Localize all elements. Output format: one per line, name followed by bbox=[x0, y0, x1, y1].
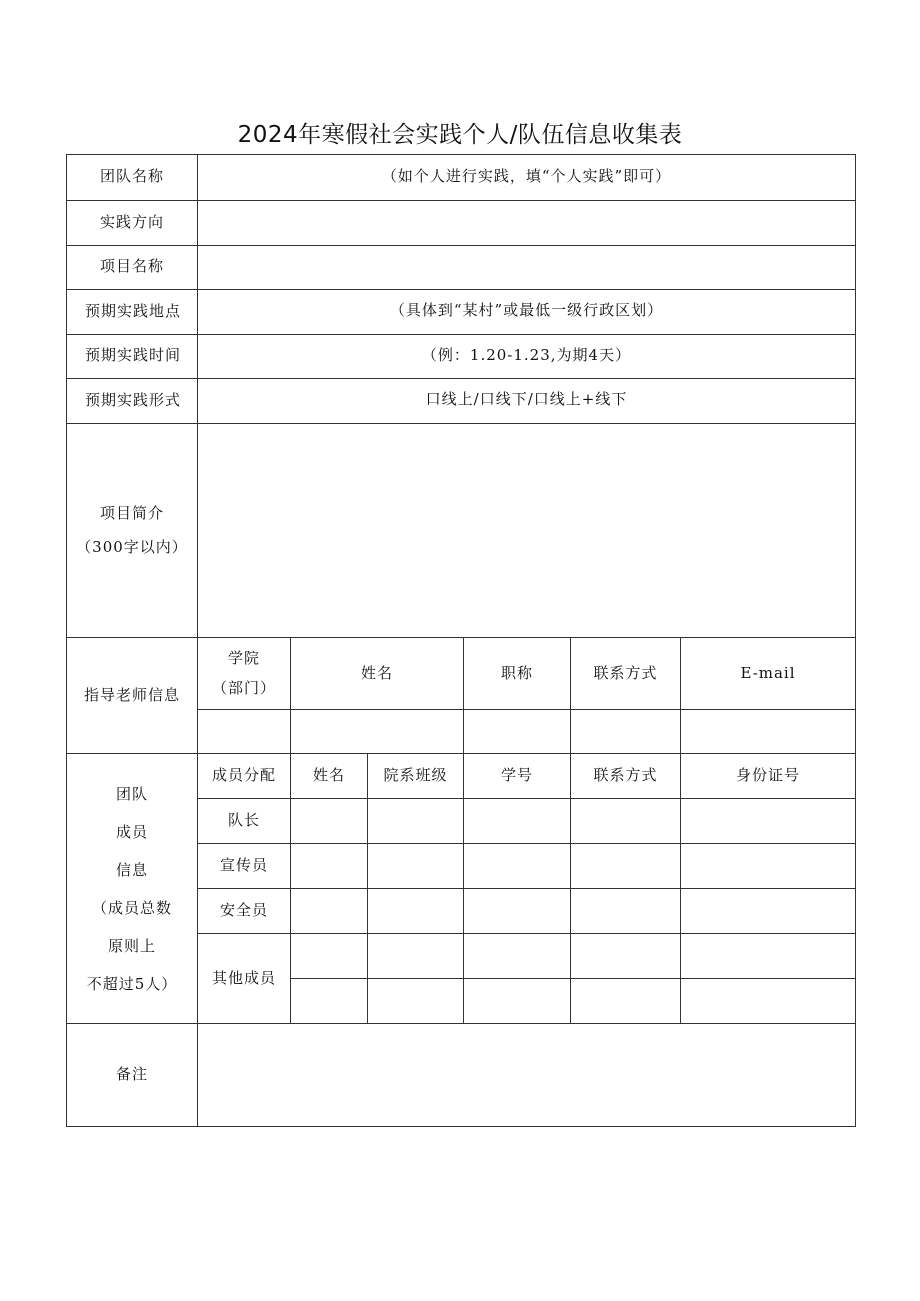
members-label-line: （成员总数 bbox=[91, 898, 172, 917]
member-cell[interactable] bbox=[681, 844, 856, 889]
advisor-email-cell[interactable] bbox=[681, 710, 856, 754]
team-name-field[interactable]: （如个人进行实践，填“个人实践”即可） bbox=[198, 155, 856, 201]
row-members-header bbox=[67, 754, 856, 799]
member-cell[interactable] bbox=[571, 844, 681, 889]
remarks-field[interactable] bbox=[198, 1024, 856, 1127]
members-contact-header: 联系方式 bbox=[571, 754, 681, 799]
row-intro bbox=[67, 424, 856, 638]
member-cell[interactable] bbox=[571, 799, 681, 844]
members-label-line: 成员 bbox=[115, 822, 148, 841]
member-cell[interactable] bbox=[291, 889, 368, 934]
row-form bbox=[67, 379, 856, 424]
member-cell[interactable] bbox=[681, 934, 856, 979]
location-field[interactable]: （具体到“某村”或最低一级行政区划） bbox=[198, 290, 856, 335]
team-name-label: 团队名称 bbox=[67, 155, 198, 201]
member-cell[interactable] bbox=[291, 844, 368, 889]
member-cell[interactable] bbox=[291, 934, 368, 979]
members-label-line: 信息 bbox=[115, 860, 148, 879]
time-field[interactable]: （例：1.20-1.23,为期4天） bbox=[198, 335, 856, 379]
advisor-college-line2: （部门） bbox=[211, 678, 276, 697]
members-name-header: 姓名 bbox=[291, 754, 368, 799]
direction-field[interactable] bbox=[198, 201, 856, 246]
advisor-name-cell[interactable] bbox=[291, 710, 464, 754]
row-time bbox=[67, 335, 856, 379]
role-leader: 队长 bbox=[198, 799, 291, 844]
intro-label bbox=[67, 424, 198, 638]
members-label-line: 原则上 bbox=[107, 936, 156, 955]
advisor-college-cell[interactable] bbox=[198, 710, 291, 754]
member-cell[interactable] bbox=[571, 979, 681, 1024]
location-label: 预期实践地点 bbox=[67, 290, 198, 335]
advisor-name-header: 姓名 bbox=[291, 638, 464, 710]
remarks-label: 备注 bbox=[67, 1024, 198, 1127]
members-label-line: 不超过5人） bbox=[86, 974, 178, 993]
form-options[interactable]: 口线上/口线下/口线上+线下 bbox=[198, 379, 856, 424]
member-cell[interactable] bbox=[291, 979, 368, 1024]
advisor-title-cell[interactable] bbox=[464, 710, 571, 754]
members-class-header: 院系班级 bbox=[368, 754, 464, 799]
row-location bbox=[67, 290, 856, 335]
form-label: 预期实践形式 bbox=[67, 379, 198, 424]
intro-label-line2: （300字以内） bbox=[76, 537, 188, 556]
members-label bbox=[67, 754, 198, 1024]
member-cell[interactable] bbox=[571, 889, 681, 934]
members-student-id-header: 学号 bbox=[464, 754, 571, 799]
row-remarks bbox=[67, 1024, 856, 1127]
row-direction bbox=[67, 201, 856, 246]
member-cell[interactable] bbox=[464, 979, 571, 1024]
member-cell[interactable] bbox=[681, 889, 856, 934]
info-form-table bbox=[66, 154, 856, 1127]
members-label-line: 团队 bbox=[115, 784, 148, 803]
member-cell[interactable] bbox=[464, 934, 571, 979]
role-others: 其他成员 bbox=[198, 934, 291, 1024]
member-cell[interactable] bbox=[368, 889, 464, 934]
project-name-field[interactable] bbox=[198, 246, 856, 290]
advisor-email-header: E-mail bbox=[681, 638, 856, 710]
intro-label-line1: 项目简介 bbox=[99, 504, 164, 522]
advisor-college-header bbox=[198, 638, 291, 710]
member-cell[interactable] bbox=[368, 799, 464, 844]
role-publicity: 宣传员 bbox=[198, 844, 291, 889]
member-cell[interactable] bbox=[571, 934, 681, 979]
member-cell[interactable] bbox=[464, 844, 571, 889]
intro-field[interactable] bbox=[198, 424, 856, 638]
role-safety: 安全员 bbox=[198, 889, 291, 934]
members-role-header: 成员分配 bbox=[198, 754, 291, 799]
project-name-label: 项目名称 bbox=[67, 246, 198, 290]
member-cell[interactable] bbox=[368, 979, 464, 1024]
page-title: 2024年寒假社会实践个人/队伍信息收集表 bbox=[237, 122, 683, 148]
advisor-contact-header: 联系方式 bbox=[571, 638, 681, 710]
member-cell[interactable] bbox=[681, 799, 856, 844]
time-label: 预期实践时间 bbox=[67, 335, 198, 379]
member-cell[interactable] bbox=[464, 799, 571, 844]
member-cell[interactable] bbox=[464, 889, 571, 934]
member-cell[interactable] bbox=[681, 979, 856, 1024]
advisor-title-header: 职称 bbox=[464, 638, 571, 710]
member-cell[interactable] bbox=[291, 799, 368, 844]
row-team-name bbox=[67, 155, 856, 201]
row-advisor-header bbox=[67, 638, 856, 710]
row-project-name bbox=[67, 246, 856, 290]
members-id-card-header: 身份证号 bbox=[681, 754, 856, 799]
advisor-label: 指导老师信息 bbox=[67, 638, 198, 754]
member-cell[interactable] bbox=[368, 844, 464, 889]
member-cell[interactable] bbox=[368, 934, 464, 979]
advisor-contact-cell[interactable] bbox=[571, 710, 681, 754]
direction-label: 实践方向 bbox=[67, 201, 198, 246]
advisor-college-line1: 学院 bbox=[227, 649, 260, 667]
